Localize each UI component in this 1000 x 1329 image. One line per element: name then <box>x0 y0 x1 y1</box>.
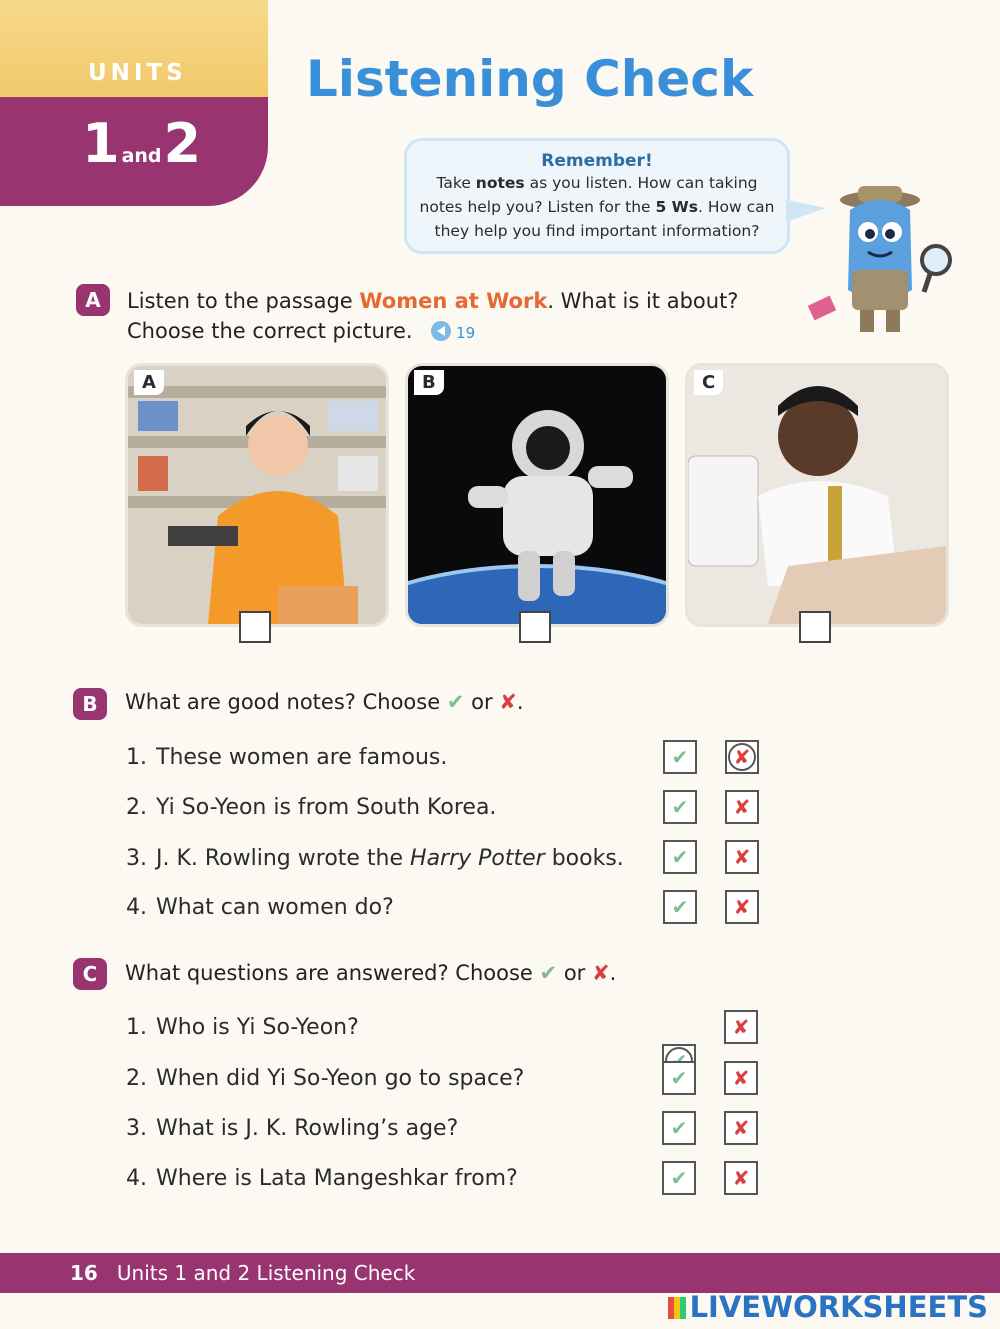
section-a-prompt <box>127 286 738 348</box>
item-number: 2. <box>126 795 147 820</box>
remember-line-3: they help you find important information? <box>434 222 760 240</box>
c3-check-box[interactable]: ✔ <box>662 1111 696 1145</box>
c4-check-box[interactable]: ✔ <box>662 1161 696 1195</box>
c2-check-box[interactable]: ✔ <box>662 1061 696 1095</box>
b4-check-box[interactable]: ✔ <box>663 890 697 924</box>
cross-icon: ✘ <box>591 961 610 985</box>
prompt-text: Listen to the passage <box>127 289 360 313</box>
prompt-text: . What is it about? <box>547 289 739 313</box>
section-c-letter: C <box>73 958 107 990</box>
item-text: Yi So-Yeon is from South Korea. <box>156 795 497 820</box>
item-number: 1. <box>126 745 147 770</box>
liveworksheets-logo <box>668 1290 988 1324</box>
section-b-letter: B <box>73 688 107 720</box>
remember-line-1 <box>407 171 787 195</box>
b2-check-box[interactable]: ✔ <box>663 790 697 824</box>
picture-c-checkbox[interactable] <box>799 611 831 643</box>
b1-cross-box[interactable]: ✘ <box>725 740 759 774</box>
page-number: 16 <box>70 1261 98 1285</box>
item-number: 3. <box>126 1116 147 1141</box>
item-text: What can women do? <box>156 895 394 920</box>
b1-check-box[interactable]: ✔ <box>663 740 697 774</box>
remember-text: as you listen. How can taking <box>524 174 758 192</box>
prompt-text: What are good notes? Choose <box>125 690 441 714</box>
b3-check-box[interactable]: ✔ <box>663 840 697 874</box>
audio-track[interactable] <box>431 324 475 342</box>
remember-line-2 <box>407 195 787 219</box>
units-number <box>82 112 201 175</box>
units-word: UNITS <box>88 60 187 86</box>
item-text: Who is Yi So-Yeon? <box>156 1015 359 1040</box>
prompt-text: What questions are answered? Choose <box>125 961 533 985</box>
item-number: 2. <box>126 1066 147 1091</box>
warehouse-worker-photo <box>128 366 386 624</box>
section-c-item-1 <box>126 1015 359 1040</box>
picture-b-checkbox[interactable] <box>519 611 551 643</box>
c3-cross-box[interactable]: ✘ <box>724 1111 758 1145</box>
check-icon: ✔ <box>446 690 465 714</box>
item-text: When did Yi So-Yeon go to space? <box>156 1066 525 1091</box>
section-b-prompt: What are good notes? Choose ✔ or ✘. <box>125 690 524 714</box>
item-text: J. K. Rowling wrote the <box>156 846 411 871</box>
c4-cross-box[interactable]: ✘ <box>724 1161 758 1195</box>
explorer-mascot-illustration <box>800 180 960 350</box>
picture-a-checkbox[interactable] <box>239 611 271 643</box>
audio-track-number: 19 <box>456 324 476 342</box>
prompt-text: Choose the correct picture. <box>127 319 413 343</box>
prompt-or: or <box>471 690 493 714</box>
b4-cross-box[interactable]: ✘ <box>725 890 759 924</box>
remember-bubble <box>404 138 790 254</box>
item-number: 3. <box>126 846 147 871</box>
footer-caption: Units 1 and 2 Listening Check <box>116 1261 416 1285</box>
page-title: Listening Check <box>306 50 754 108</box>
picture-a <box>128 366 386 624</box>
item-text: What is J. K. Rowling’s age? <box>156 1116 459 1141</box>
unit-first: 1 <box>82 112 120 175</box>
remember-text: Take <box>436 174 476 192</box>
speaker-icon[interactable] <box>431 321 451 341</box>
tailor-sewing-photo <box>688 366 946 624</box>
item-text: Where is Lata Mangeshkar from? <box>156 1166 518 1191</box>
picture-label: B <box>414 370 444 395</box>
remember-bold: 5 Ws <box>655 198 699 216</box>
astronaut-photo <box>408 366 666 624</box>
remember-text: . How can <box>698 198 775 216</box>
unit-and: and <box>121 145 162 167</box>
cross-icon: ✘ <box>499 690 517 714</box>
c1-cross-box[interactable]: ✘ <box>724 1010 758 1044</box>
item-number: 4. <box>126 895 147 920</box>
liveworksheets-icon <box>668 1297 686 1319</box>
item-number: 1. <box>126 1015 147 1040</box>
section-c-item-3 <box>126 1116 458 1141</box>
brand-text: LIVEWORKSHEETS <box>689 1290 988 1324</box>
passage-title: Women at Work <box>359 289 548 313</box>
footer-text <box>70 1261 415 1285</box>
section-b-item-3 <box>126 846 624 871</box>
item-text: These women are famous. <box>156 745 448 770</box>
c2-cross-box[interactable]: ✘ <box>724 1061 758 1095</box>
remember-title: Remember! <box>541 151 653 171</box>
item-number: 4. <box>126 1166 147 1191</box>
check-icon: ✔ <box>539 961 558 985</box>
section-a-letter: A <box>76 284 110 316</box>
prompt-or: or <box>563 961 586 985</box>
section-c-item-4 <box>126 1166 518 1191</box>
b2-cross-box[interactable]: ✘ <box>725 790 759 824</box>
section-b-item-1 <box>126 745 447 770</box>
picture-label: C <box>694 370 723 395</box>
remember-text: notes help you? Listen for the <box>419 198 656 216</box>
item-text: books. <box>544 846 624 871</box>
picture-label: A <box>134 370 164 395</box>
unit-second: 2 <box>163 112 202 175</box>
section-b-item-2 <box>126 795 496 820</box>
picture-c <box>688 366 946 624</box>
b3-cross-box[interactable]: ✘ <box>725 840 759 874</box>
section-b-item-4 <box>126 895 394 920</box>
section-c-prompt: What questions are answered? Choose ✔ or ✘. <box>125 961 617 985</box>
picture-b <box>408 366 666 624</box>
remember-bold: notes <box>475 174 525 192</box>
units-badge <box>0 0 268 206</box>
section-c-item-2 <box>126 1066 524 1091</box>
item-text-italic: Harry Potter <box>410 846 545 871</box>
